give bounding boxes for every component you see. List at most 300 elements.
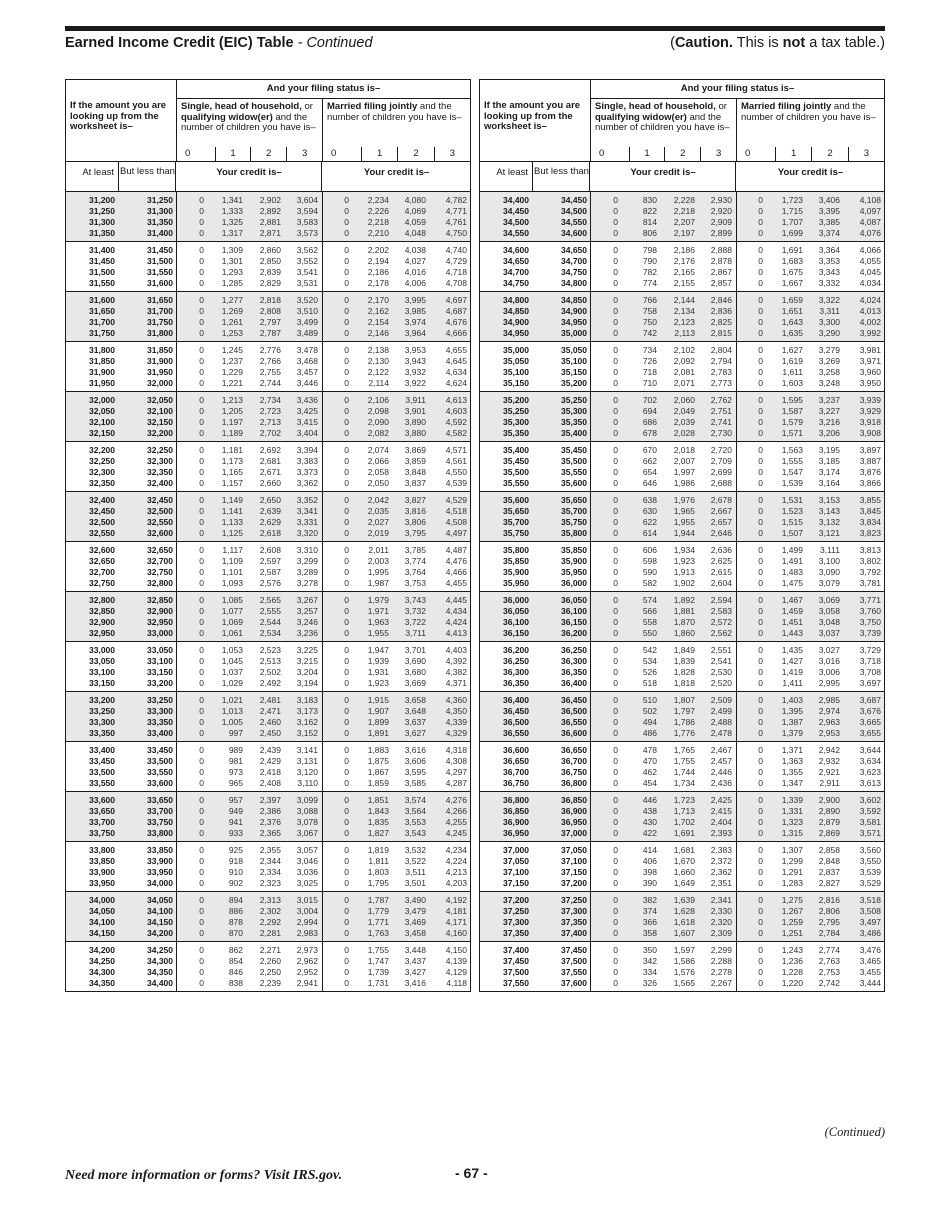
row-block bbox=[480, 941, 884, 991]
married-0-cell: 0 bbox=[758, 795, 763, 805]
table-row bbox=[480, 845, 884, 856]
at-least-cell: 35,300 bbox=[503, 417, 529, 427]
single-2-cell: 2,629 bbox=[259, 517, 281, 527]
married-1-cell: 1,747 bbox=[367, 956, 389, 966]
single-0-cell: 0 bbox=[613, 545, 618, 555]
married-2-cell: 3,848 bbox=[404, 467, 426, 477]
married-0-cell: 0 bbox=[344, 578, 349, 588]
at-least-cell: 32,800 bbox=[89, 595, 115, 605]
single-1-cell: 1,253 bbox=[221, 328, 243, 338]
but-less-than-cell: 35,350 bbox=[561, 417, 587, 427]
single-0-cell: 0 bbox=[199, 567, 204, 577]
but-less-than-cell: 34,000 bbox=[147, 878, 173, 888]
row-block bbox=[66, 641, 470, 691]
married-2-cell: 3,627 bbox=[404, 728, 426, 738]
married-2-cell: 3,648 bbox=[404, 706, 426, 716]
single-3-cell: 3,267 bbox=[296, 595, 318, 605]
married-1-cell: 2,186 bbox=[367, 267, 389, 277]
your-credit-single: Your credit is– bbox=[177, 162, 322, 192]
single-3-cell: 3,446 bbox=[296, 378, 318, 388]
married-0-cell: 0 bbox=[344, 206, 349, 216]
col-2: 2 bbox=[664, 147, 700, 161]
at-least-cell: 35,950 bbox=[503, 578, 529, 588]
married-3-cell: 4,561 bbox=[445, 456, 467, 466]
married-children-cols bbox=[737, 147, 884, 161]
single-2-cell: 2,839 bbox=[259, 267, 281, 277]
but-less-than-cell: 35,950 bbox=[561, 567, 587, 577]
but-less-than-cell: 32,450 bbox=[147, 495, 173, 505]
table-row bbox=[66, 617, 470, 628]
married-3-cell: 3,771 bbox=[859, 595, 881, 605]
single-3-cell: 3,099 bbox=[296, 795, 318, 805]
but-less-than-cell: 33,400 bbox=[147, 728, 173, 738]
married-3-cell: 4,350 bbox=[445, 706, 467, 716]
single-2-cell: 1,913 bbox=[673, 567, 695, 577]
single-2-cell: 2,207 bbox=[673, 217, 695, 227]
single-3-cell: 2,804 bbox=[710, 345, 732, 355]
married-0-cell: 0 bbox=[758, 556, 763, 566]
but-less-than-cell: 36,300 bbox=[561, 656, 587, 666]
married-1-cell: 1,979 bbox=[367, 595, 389, 605]
single-3-cell: 3,278 bbox=[296, 578, 318, 588]
single-1-cell: 350 bbox=[642, 945, 657, 955]
married-2-cell: 3,100 bbox=[818, 556, 840, 566]
single-1-cell: 902 bbox=[228, 878, 243, 888]
single-0-cell: 0 bbox=[199, 956, 204, 966]
married-0-cell: 0 bbox=[758, 206, 763, 216]
table-header bbox=[480, 80, 884, 192]
married-0-cell: 0 bbox=[758, 906, 763, 916]
married-3-cell: 4,582 bbox=[445, 428, 467, 438]
married-3-cell: 3,518 bbox=[859, 895, 881, 905]
at-least-cell: 34,750 bbox=[503, 278, 529, 288]
single-0-cell: 0 bbox=[199, 656, 204, 666]
married-3-cell: 4,697 bbox=[445, 295, 467, 305]
but-less-than-cell: 36,700 bbox=[561, 756, 587, 766]
subheader-row bbox=[480, 161, 884, 192]
single-0-cell: 0 bbox=[199, 695, 204, 705]
single-3-cell: 2,667 bbox=[710, 506, 732, 516]
single-0-cell: 0 bbox=[613, 945, 618, 955]
single-0-cell: 0 bbox=[613, 656, 618, 666]
single-1-cell: 702 bbox=[642, 395, 657, 405]
married-3-cell: 3,981 bbox=[859, 345, 881, 355]
table-row bbox=[480, 228, 884, 239]
single-2-cell: 2,165 bbox=[673, 267, 695, 277]
single-1-cell: 598 bbox=[642, 556, 657, 566]
single-0-cell: 0 bbox=[199, 717, 204, 727]
table-row bbox=[480, 628, 884, 639]
but-less-than-cell: 31,700 bbox=[147, 306, 173, 316]
married-0-cell: 0 bbox=[758, 817, 763, 827]
at-least-cell: 35,050 bbox=[503, 356, 529, 366]
at-least-cell: 37,500 bbox=[503, 967, 529, 977]
married-1-cell: 2,138 bbox=[367, 345, 389, 355]
married-2-cell: 3,206 bbox=[818, 428, 840, 438]
married-children-cols bbox=[323, 147, 470, 161]
single-1-cell: 870 bbox=[228, 928, 243, 938]
married-1-cell: 1,947 bbox=[367, 645, 389, 655]
single-0-cell: 0 bbox=[613, 906, 618, 916]
table-row bbox=[66, 578, 470, 589]
single-0-cell: 0 bbox=[613, 756, 618, 766]
married-2-cell: 3,701 bbox=[404, 645, 426, 655]
single-2-cell: 1,765 bbox=[673, 745, 695, 755]
single-2-cell: 2,713 bbox=[259, 417, 281, 427]
married-1-cell: 1,283 bbox=[781, 878, 803, 888]
single-0-cell: 0 bbox=[613, 567, 618, 577]
single-1-cell: 1,085 bbox=[221, 595, 243, 605]
but-less-than-cell: 34,950 bbox=[561, 317, 587, 327]
married-2-cell: 3,637 bbox=[404, 717, 426, 727]
married-2-cell: 3,174 bbox=[818, 467, 840, 477]
married-3-cell: 3,592 bbox=[859, 806, 881, 816]
married-1-cell: 1,451 bbox=[781, 617, 803, 627]
single-2-cell: 2,323 bbox=[259, 878, 281, 888]
married-0-cell: 0 bbox=[758, 195, 763, 205]
married-1-cell: 1,251 bbox=[781, 928, 803, 938]
married-2-cell: 3,680 bbox=[404, 667, 426, 677]
married-3-cell: 3,465 bbox=[859, 956, 881, 966]
table-row bbox=[480, 767, 884, 778]
married-3-cell: 3,571 bbox=[859, 828, 881, 838]
single-3-cell: 3,078 bbox=[296, 817, 318, 827]
married-3-cell: 4,097 bbox=[859, 206, 881, 216]
table-row bbox=[480, 378, 884, 389]
single-3-cell: 3,320 bbox=[296, 528, 318, 538]
married-0-cell: 0 bbox=[758, 395, 763, 405]
table-row bbox=[480, 795, 884, 806]
single-3-cell: 2,730 bbox=[710, 428, 732, 438]
single-3-cell: 2,278 bbox=[710, 967, 732, 977]
but-less-than-cell: 33,250 bbox=[147, 695, 173, 705]
single-2-cell: 2,144 bbox=[673, 295, 695, 305]
at-least-cell: 32,000 bbox=[89, 395, 115, 405]
single-3-cell: 2,436 bbox=[710, 778, 732, 788]
but-less-than-cell: 37,250 bbox=[561, 895, 587, 905]
single-3-cell: 2,657 bbox=[710, 517, 732, 527]
single-0-cell: 0 bbox=[199, 628, 204, 638]
but-less-than-cell: 31,950 bbox=[147, 367, 173, 377]
married-1-cell: 2,178 bbox=[367, 278, 389, 288]
single-2-cell: 2,871 bbox=[259, 228, 281, 238]
single-2-cell: 1,586 bbox=[673, 956, 695, 966]
single-0-cell: 0 bbox=[199, 306, 204, 316]
married-3-cell: 4,645 bbox=[445, 356, 467, 366]
married-1-cell: 1,803 bbox=[367, 867, 389, 877]
married-2-cell: 2,795 bbox=[818, 917, 840, 927]
single-3-cell: 2,899 bbox=[710, 228, 732, 238]
married-2-cell: 3,753 bbox=[404, 578, 426, 588]
table-row bbox=[480, 645, 884, 656]
at-least-cell: 33,550 bbox=[89, 778, 115, 788]
at-least-cell: 32,700 bbox=[89, 567, 115, 577]
single-1-cell: 1,189 bbox=[221, 428, 243, 438]
but-less-than-header: But less than bbox=[120, 162, 176, 192]
at-least-cell: 35,900 bbox=[503, 567, 529, 577]
married-2-cell: 2,995 bbox=[818, 678, 840, 688]
married-3-cell: 4,445 bbox=[445, 595, 467, 605]
married-3-cell: 4,666 bbox=[445, 328, 467, 338]
but-less-than-cell: 31,800 bbox=[147, 328, 173, 338]
single-3-cell: 3,057 bbox=[296, 845, 318, 855]
married-2-cell: 4,016 bbox=[404, 267, 426, 277]
married-0-cell: 0 bbox=[758, 567, 763, 577]
but-less-than-cell: 31,550 bbox=[147, 267, 173, 277]
married-1-cell: 2,122 bbox=[367, 367, 389, 377]
married-0-cell: 0 bbox=[344, 706, 349, 716]
single-3-cell: 2,741 bbox=[710, 417, 732, 427]
married-1-cell: 1,907 bbox=[367, 706, 389, 716]
at-least-cell: 33,750 bbox=[89, 828, 115, 838]
single-0-cell: 0 bbox=[199, 317, 204, 327]
married-0-cell: 0 bbox=[758, 917, 763, 927]
single-2-cell: 2,186 bbox=[673, 245, 695, 255]
married-3-cell: 3,497 bbox=[859, 917, 881, 927]
married-1-cell: 1,667 bbox=[781, 278, 803, 288]
single-2-cell: 2,534 bbox=[259, 628, 281, 638]
married-2-cell: 3,279 bbox=[818, 345, 840, 355]
single-1-cell: 534 bbox=[642, 656, 657, 666]
single-1-cell: 670 bbox=[642, 445, 657, 455]
single-0-cell: 0 bbox=[199, 267, 204, 277]
but-less-than-cell: 32,900 bbox=[147, 606, 173, 616]
married-0-cell: 0 bbox=[344, 828, 349, 838]
married-0-cell: 0 bbox=[344, 817, 349, 827]
single-1-cell: 989 bbox=[228, 745, 243, 755]
single-0-cell: 0 bbox=[613, 306, 618, 316]
at-least-cell: 35,100 bbox=[503, 367, 529, 377]
married-0-cell: 0 bbox=[758, 606, 763, 616]
married-3-cell: 3,476 bbox=[859, 945, 881, 955]
single-2-cell: 2,702 bbox=[259, 428, 281, 438]
table-row bbox=[66, 956, 470, 967]
col-2: 2 bbox=[397, 147, 433, 161]
married-0-cell: 0 bbox=[344, 606, 349, 616]
at-least-cell: 36,600 bbox=[503, 745, 529, 755]
married-2-cell: 3,079 bbox=[818, 578, 840, 588]
married-2-cell: 2,932 bbox=[818, 756, 840, 766]
single-0-cell: 0 bbox=[199, 778, 204, 788]
single-3-cell: 3,120 bbox=[296, 767, 318, 777]
amount-label: If the amount you are looking up from the worksheet is– bbox=[70, 100, 167, 132]
single-0-cell: 0 bbox=[199, 356, 204, 366]
married-1-cell: 1,899 bbox=[367, 717, 389, 727]
married-1-cell: 1,763 bbox=[367, 928, 389, 938]
but-less-than-cell: 35,000 bbox=[561, 328, 587, 338]
single-header bbox=[177, 99, 323, 161]
married-1-cell: 1,715 bbox=[781, 206, 803, 216]
single-3-cell: 2,604 bbox=[710, 578, 732, 588]
single-2-cell: 1,786 bbox=[673, 717, 695, 727]
col-3: 3 bbox=[434, 147, 470, 161]
married-2-cell: 3,469 bbox=[404, 917, 426, 927]
married-1-cell: 1,547 bbox=[781, 467, 803, 477]
row-block bbox=[480, 491, 884, 541]
single-2-cell: 2,766 bbox=[259, 356, 281, 366]
single-0-cell: 0 bbox=[613, 456, 618, 466]
single-0-cell: 0 bbox=[199, 556, 204, 566]
married-1-cell: 1,459 bbox=[781, 606, 803, 616]
single-0-cell: 0 bbox=[613, 795, 618, 805]
married-0-cell: 0 bbox=[344, 356, 349, 366]
at-least-cell: 37,200 bbox=[503, 895, 529, 905]
at-least-cell: 36,200 bbox=[503, 645, 529, 655]
at-least-cell: 31,850 bbox=[89, 356, 115, 366]
col-2: 2 bbox=[250, 147, 286, 161]
single-2-cell: 2,755 bbox=[259, 367, 281, 377]
single-3-cell: 3,425 bbox=[296, 406, 318, 416]
married-2-cell: 4,059 bbox=[404, 217, 426, 227]
single-1-cell: 678 bbox=[642, 428, 657, 438]
married-2-cell: 3,522 bbox=[404, 856, 426, 866]
single-3-cell: 2,541 bbox=[710, 656, 732, 666]
single-0-cell: 0 bbox=[613, 606, 618, 616]
single-0-cell: 0 bbox=[613, 367, 618, 377]
married-1-cell: 1,491 bbox=[781, 556, 803, 566]
single-3-cell: 3,025 bbox=[296, 878, 318, 888]
but-less-than-cell: 34,250 bbox=[147, 945, 173, 955]
married-3-cell: 3,897 bbox=[859, 445, 881, 455]
married-3-cell: 4,287 bbox=[445, 778, 467, 788]
single-2-cell: 1,723 bbox=[673, 795, 695, 805]
married-1-cell: 2,226 bbox=[367, 206, 389, 216]
married-3-cell: 3,708 bbox=[859, 667, 881, 677]
single-3-cell: 2,783 bbox=[710, 367, 732, 377]
single-0-cell: 0 bbox=[613, 678, 618, 688]
at-least-cell: 37,100 bbox=[503, 867, 529, 877]
single-2-cell: 1,597 bbox=[673, 945, 695, 955]
at-least-cell: 31,700 bbox=[89, 317, 115, 327]
single-1-cell: 406 bbox=[642, 856, 657, 866]
married-0-cell: 0 bbox=[344, 806, 349, 816]
married-3-cell: 4,508 bbox=[445, 517, 467, 527]
single-1-cell: 686 bbox=[642, 417, 657, 427]
married-3-cell: 3,845 bbox=[859, 506, 881, 516]
single-2-cell: 2,292 bbox=[259, 917, 281, 927]
married-3-cell: 3,823 bbox=[859, 528, 881, 538]
table-row bbox=[480, 545, 884, 556]
but-less-than-cell: 37,350 bbox=[561, 917, 587, 927]
single-3-cell: 2,646 bbox=[710, 528, 732, 538]
married-2-cell: 3,911 bbox=[405, 395, 426, 405]
married-2-cell: 3,037 bbox=[818, 628, 840, 638]
eic-table-right bbox=[479, 79, 885, 992]
single-2-cell: 2,134 bbox=[673, 306, 695, 316]
married-2-cell: 2,985 bbox=[818, 695, 840, 705]
married-3-cell: 3,613 bbox=[859, 778, 881, 788]
married-3-cell: 3,971 bbox=[859, 356, 881, 366]
married-3-cell: 4,550 bbox=[445, 467, 467, 477]
single-0-cell: 0 bbox=[613, 806, 618, 816]
married-1-cell: 1,635 bbox=[781, 328, 803, 338]
married-0-cell: 0 bbox=[344, 695, 349, 705]
single-0-cell: 0 bbox=[613, 295, 618, 305]
your-credit-married: Your credit is– bbox=[363, 167, 430, 178]
single-0-cell: 0 bbox=[199, 745, 204, 755]
married-0-cell: 0 bbox=[344, 478, 349, 488]
at-least-cell: 32,050 bbox=[89, 406, 115, 416]
table-body bbox=[66, 192, 470, 991]
at-least-cell: 35,850 bbox=[503, 556, 529, 566]
table-row bbox=[480, 445, 884, 456]
single-2-cell: 2,197 bbox=[673, 228, 695, 238]
but-less-than-cell: 34,800 bbox=[561, 278, 587, 288]
at-least-cell: 34,850 bbox=[503, 306, 529, 316]
single-0-cell: 0 bbox=[199, 756, 204, 766]
page-title bbox=[65, 35, 373, 51]
but-less-than-cell: 33,000 bbox=[147, 628, 173, 638]
married-0-cell: 0 bbox=[344, 678, 349, 688]
but-less-than-cell: 36,950 bbox=[561, 817, 587, 827]
single-3-cell: 3,299 bbox=[296, 556, 318, 566]
single-2-cell: 1,934 bbox=[673, 545, 695, 555]
row-block bbox=[480, 241, 884, 291]
single-1-cell: 854 bbox=[228, 956, 243, 966]
married-2-cell: 3,143 bbox=[818, 506, 840, 516]
married-1-cell: 2,098 bbox=[367, 406, 389, 416]
married-0-cell: 0 bbox=[758, 645, 763, 655]
married-2-cell: 3,490 bbox=[404, 895, 426, 905]
married-3-cell: 3,792 bbox=[859, 567, 881, 577]
single-1-cell: 390 bbox=[642, 878, 657, 888]
married-3-cell: 3,444 bbox=[859, 978, 881, 988]
col-3: 3 bbox=[848, 147, 884, 161]
married-3-cell: 4,245 bbox=[445, 828, 467, 838]
table-row bbox=[66, 906, 470, 917]
at-least-cell: 36,750 bbox=[503, 778, 529, 788]
married-0-cell: 0 bbox=[758, 256, 763, 266]
married-0-cell: 0 bbox=[344, 467, 349, 477]
married-2-cell: 2,858 bbox=[818, 845, 840, 855]
married-3-cell: 3,950 bbox=[859, 378, 881, 388]
married-1-cell: 2,042 bbox=[367, 495, 389, 505]
married-2-cell: 2,974 bbox=[818, 706, 840, 716]
table-row bbox=[480, 478, 884, 489]
single-2-cell: 2,471 bbox=[259, 706, 281, 716]
married-2-cell: 3,932 bbox=[404, 367, 426, 377]
single-2-cell: 1,639 bbox=[673, 895, 695, 905]
married-0-cell: 0 bbox=[344, 845, 349, 855]
married-2-cell: 3,322 bbox=[818, 295, 840, 305]
at-least-cell: 35,800 bbox=[503, 545, 529, 555]
row-block bbox=[66, 591, 470, 641]
col-1: 1 bbox=[361, 147, 397, 161]
single-0-cell: 0 bbox=[613, 395, 618, 405]
single-3-cell: 3,173 bbox=[296, 706, 318, 716]
single-0-cell: 0 bbox=[199, 617, 204, 627]
single-0-cell: 0 bbox=[199, 767, 204, 777]
single-2-cell: 1,892 bbox=[673, 595, 695, 605]
table-row bbox=[66, 978, 470, 989]
but-less-than-cell: 32,800 bbox=[147, 578, 173, 588]
single-0-cell: 0 bbox=[613, 978, 618, 988]
at-least-header: At least bbox=[66, 162, 119, 192]
married-3-cell: 3,665 bbox=[859, 717, 881, 727]
table-row bbox=[480, 578, 884, 589]
table-row bbox=[66, 456, 470, 467]
single-0-cell: 0 bbox=[613, 206, 618, 216]
single-2-cell: 1,923 bbox=[673, 556, 695, 566]
table-row bbox=[480, 695, 884, 706]
married-2-cell: 3,501 bbox=[404, 878, 426, 888]
single-3-cell: 2,309 bbox=[710, 928, 732, 938]
married-0-cell: 0 bbox=[758, 806, 763, 816]
single-3-cell: 3,341 bbox=[296, 506, 318, 516]
single-2-cell: 1,797 bbox=[673, 706, 695, 716]
row-block bbox=[480, 341, 884, 391]
table-row bbox=[480, 678, 884, 689]
